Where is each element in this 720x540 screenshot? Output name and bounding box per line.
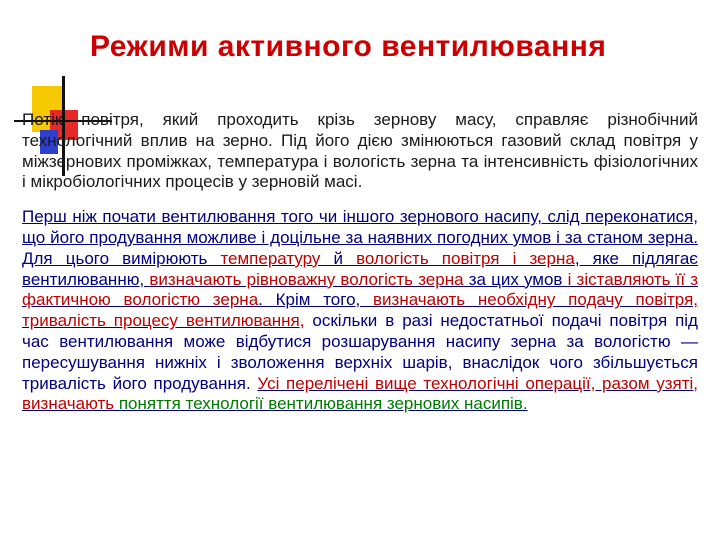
text-segment: за цих умов [463,269,568,289]
highlight-operations: Усі перелічені вище технологічні операції, разом узяті, визначають [22,373,699,414]
highlight-technology-concept: поняття технології вентилювання зернових насипів. [114,394,528,414]
highlight-temperature: температуру [220,248,321,268]
text-segment: , яке підлягає вентилюванню, [22,248,698,289]
slide-body [22,110,698,429]
slide-title: Режими активного вентилювання [90,30,607,63]
highlight-compare-moisture: і зіставляють її з фактичною вологістю зерна [22,269,699,310]
text-segment: Перш ніж почати вентилювання того чи іншого зернового насипу, слід переконатися, що його продування можливе і доцільне за наявних погодних умов і за станом зерна. Для цього вимірюють [22,207,698,268]
paragraph-intro: Потік повітря, який проходить крізь зернову масу, справляє різнобічний технологічний вплив на зерно. Під його дією змінюються газовий склад повітря у міжзернових проміжках, температура і вологість зерна та інтенсивність фізіологічних і мікробіологічних процесів у зерновій масі. [22,110,698,192]
highlight-air-supply: визначають необхідну подачу повітря, тривалість процесу вентилювання, [22,290,699,331]
text-segment: . Крім того, [258,290,373,310]
highlight-humidity: вологість повітря і зерна [356,248,575,268]
text-segment: оскільки в разі недостатньої подачі повітря під час вентилювання може відбутися розшарування насипу зерна за вологістю — пересушування нижніх і зволоження верхніх шарів, внаслідок чого збільшується тривалість його продування. [22,311,698,393]
paragraph-procedure [22,207,698,415]
highlight-equilibrium-moisture: визначають рівноважну вологість зерна [149,269,464,289]
text-segment: й [320,248,357,268]
